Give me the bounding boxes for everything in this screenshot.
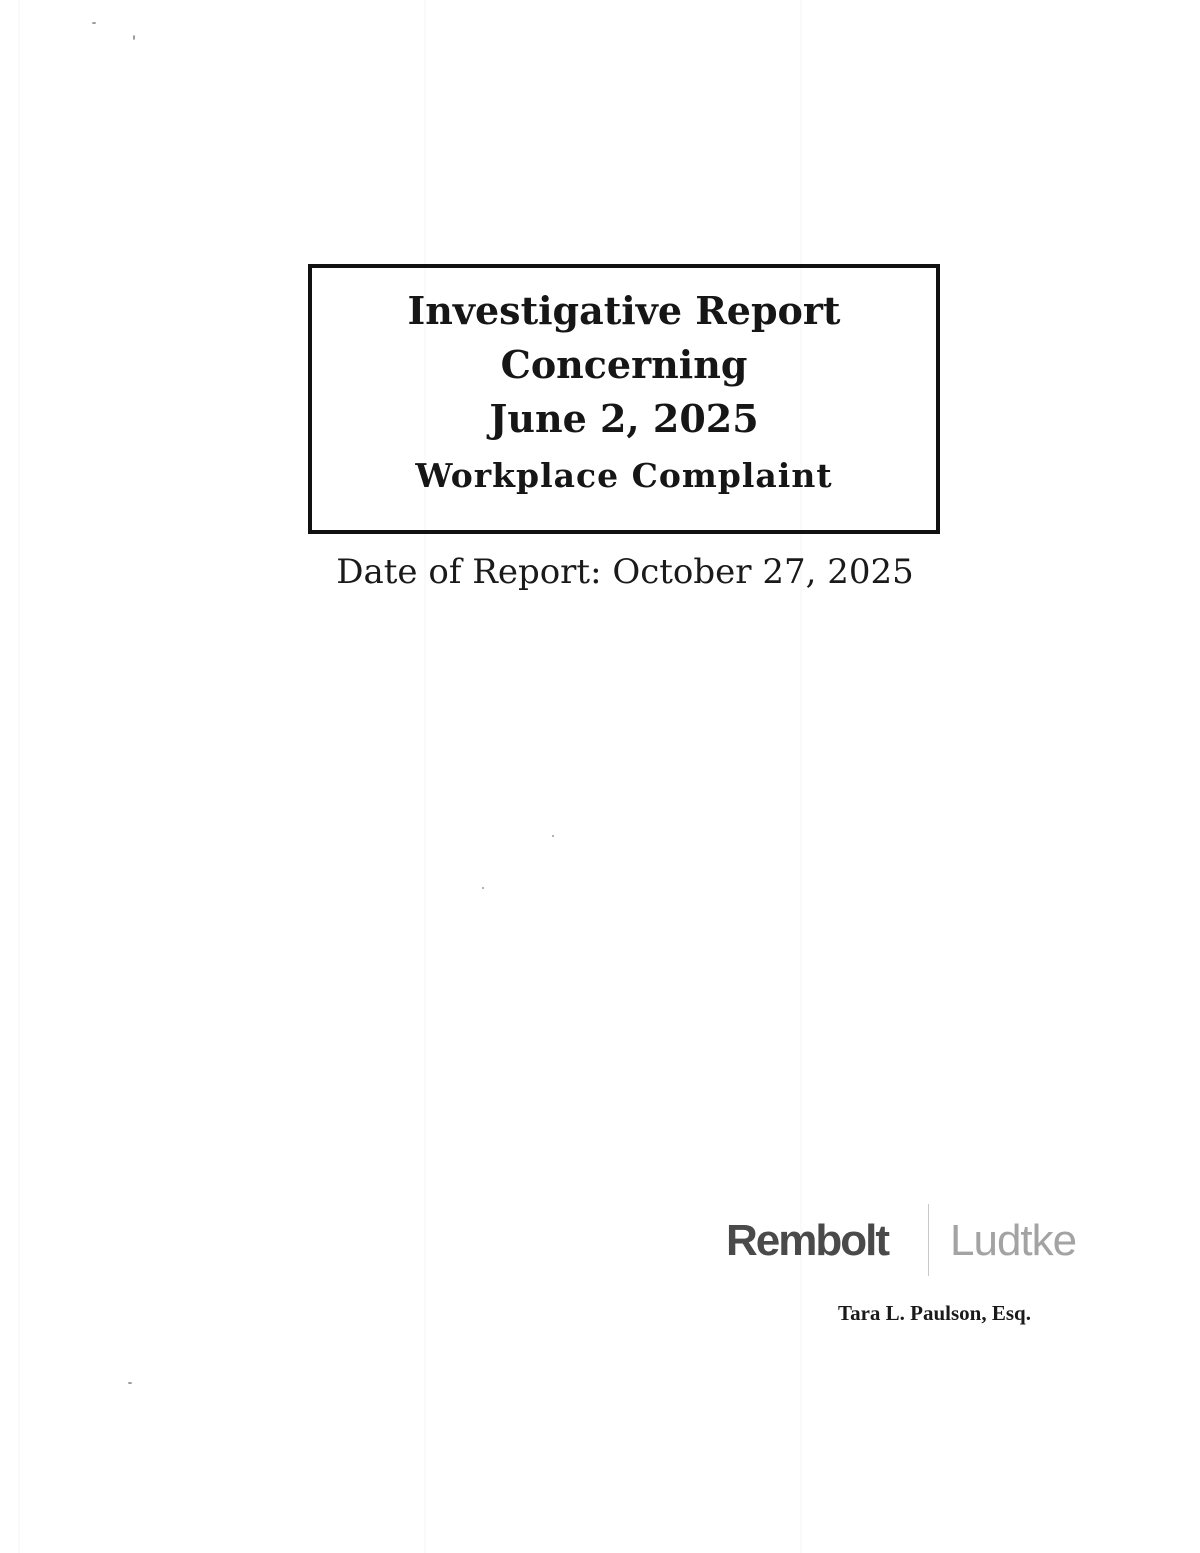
firm-logo-word-left: Rembolt (726, 1216, 888, 1265)
author-name: Tara L. Paulson, Esq. (838, 1301, 1031, 1325)
scan-speck (482, 887, 484, 889)
report-title-date: June 2, 2025 (489, 396, 759, 441)
report-title-line-1: Investigative Report (407, 288, 841, 333)
scan-streak (18, 0, 20, 1553)
report-title-box (308, 264, 940, 534)
scan-streak (800, 0, 802, 1553)
report-date: Date of Report: October 27, 2025 (336, 552, 914, 592)
scan-streak (424, 0, 426, 1553)
scan-speck (92, 22, 96, 24)
report-title-subject: Workplace Complaint (415, 456, 833, 495)
scan-speck (552, 835, 554, 837)
firm-logo (726, 1216, 1116, 1276)
firm-logo-divider (928, 1204, 929, 1276)
firm-logo-word-right: Ludtke (950, 1216, 1077, 1265)
scan-speck (133, 35, 135, 40)
scan-speck (128, 1382, 132, 1384)
report-title-line-2: Concerning (500, 342, 748, 387)
